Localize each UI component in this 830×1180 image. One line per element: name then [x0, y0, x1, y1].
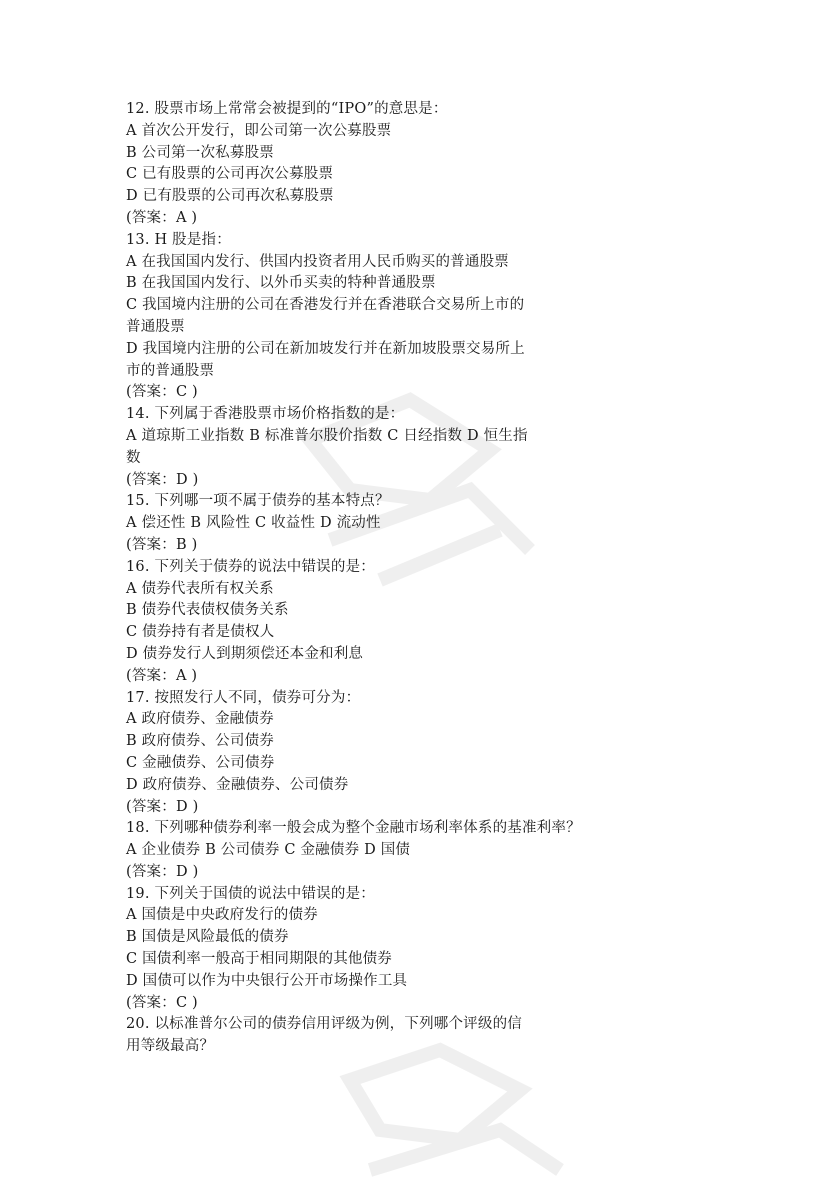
answer-line: (答案：C ) — [126, 994, 198, 1011]
option-line: B 国债是风险最低的债券 — [126, 929, 289, 946]
answer-line: (答案：D ) — [126, 471, 199, 488]
option-line: C 我国境内注册的公司在香港发行并在香港联合交易所上市的 — [126, 297, 525, 314]
question-stem: 17. 按照发行人不同，债券可分为： — [126, 689, 361, 706]
question-stem: 13. H 股是指： — [126, 231, 231, 248]
option-line: 普通股票 — [126, 318, 185, 335]
answer-line: (答案：B ) — [126, 536, 198, 553]
option-line: D 我国境内注册的公司在新加坡发行并在新加坡股票交易所上 — [126, 340, 525, 357]
option-line: A 首次公开发行，即公司第一次公募股票 — [126, 122, 392, 139]
question-stem: 16. 下列关于债券的说法中错误的是： — [126, 558, 375, 575]
question-stem: 15. 下列哪一项不属于债券的基本特点？ — [126, 493, 390, 510]
option-line: B 在我国国内发行、以外币买卖的特种普通股票 — [126, 275, 436, 292]
option-line: A 政府债券、金融债券 — [126, 711, 274, 728]
answer-line: (答案：A ) — [126, 667, 198, 684]
option-line: D 已有股票的公司再次私募股票 — [126, 188, 334, 205]
option-line: C 已有股票的公司再次公募股票 — [126, 166, 334, 183]
option-line: 数 — [126, 449, 141, 466]
option-line: B 债券代表债权债务关系 — [126, 602, 289, 619]
option-line: A 企业债券 B 公司债券 C 金融债券 D 国债 — [126, 842, 411, 859]
option-line: A 国债是中央政府发行的债券 — [126, 907, 318, 924]
option-line: A 偿还性 B 风险性 C 收益性 D 流动性 — [126, 515, 381, 532]
option-line: C 债券持有者是债权人 — [126, 624, 275, 641]
answer-line: (答案：A ) — [126, 209, 198, 226]
option-line: A 债券代表所有权关系 — [126, 580, 274, 597]
option-line: 市的普通股票 — [126, 362, 215, 379]
option-line: D 政府债券、金融债券、公司债券 — [126, 776, 349, 793]
option-line: B 公司第一次私募股票 — [126, 144, 274, 161]
option-line: A 在我国国内发行、供国内投资者用人民币购买的普通股票 — [126, 253, 509, 270]
question-stem: 14. 下列属于香港股票市场价格指数的是： — [126, 406, 405, 423]
question-stem: 12. 股票市场上常常会被提到的“IPO”的意思是： — [126, 101, 448, 117]
option-line: D 国债可以作为中央银行公开市场操作工具 — [126, 972, 408, 989]
answer-line: (答案：C ) — [126, 384, 198, 401]
answer-line: (答案：D ) — [126, 798, 199, 815]
option-line: A 道琼斯工业指数 B 标准普尔股价指数 C 日经指数 D 恒生指 — [126, 427, 528, 444]
option-line: B 政府债券、公司债券 — [126, 733, 274, 750]
option-line: C 金融债券、公司债券 — [126, 754, 275, 771]
option-line: D 债券发行人到期须偿还本金和利息 — [126, 645, 364, 662]
question-list — [126, 99, 686, 1058]
option-line: 用等级最高？ — [126, 1038, 215, 1055]
question-stem: 18. 下列哪种债券利率一般会成为整个金融市场利率体系的基准利率？ — [126, 820, 581, 837]
answer-line: (答案：D ) — [126, 863, 199, 880]
question-stem: 20. 以标准普尔公司的债券信用评级为例，下列哪个评级的信 — [126, 1016, 522, 1033]
option-line: C 国债利率一般高于相同期限的其他债券 — [126, 951, 393, 968]
question-stem: 19. 下列关于国债的说法中错误的是： — [126, 885, 375, 902]
